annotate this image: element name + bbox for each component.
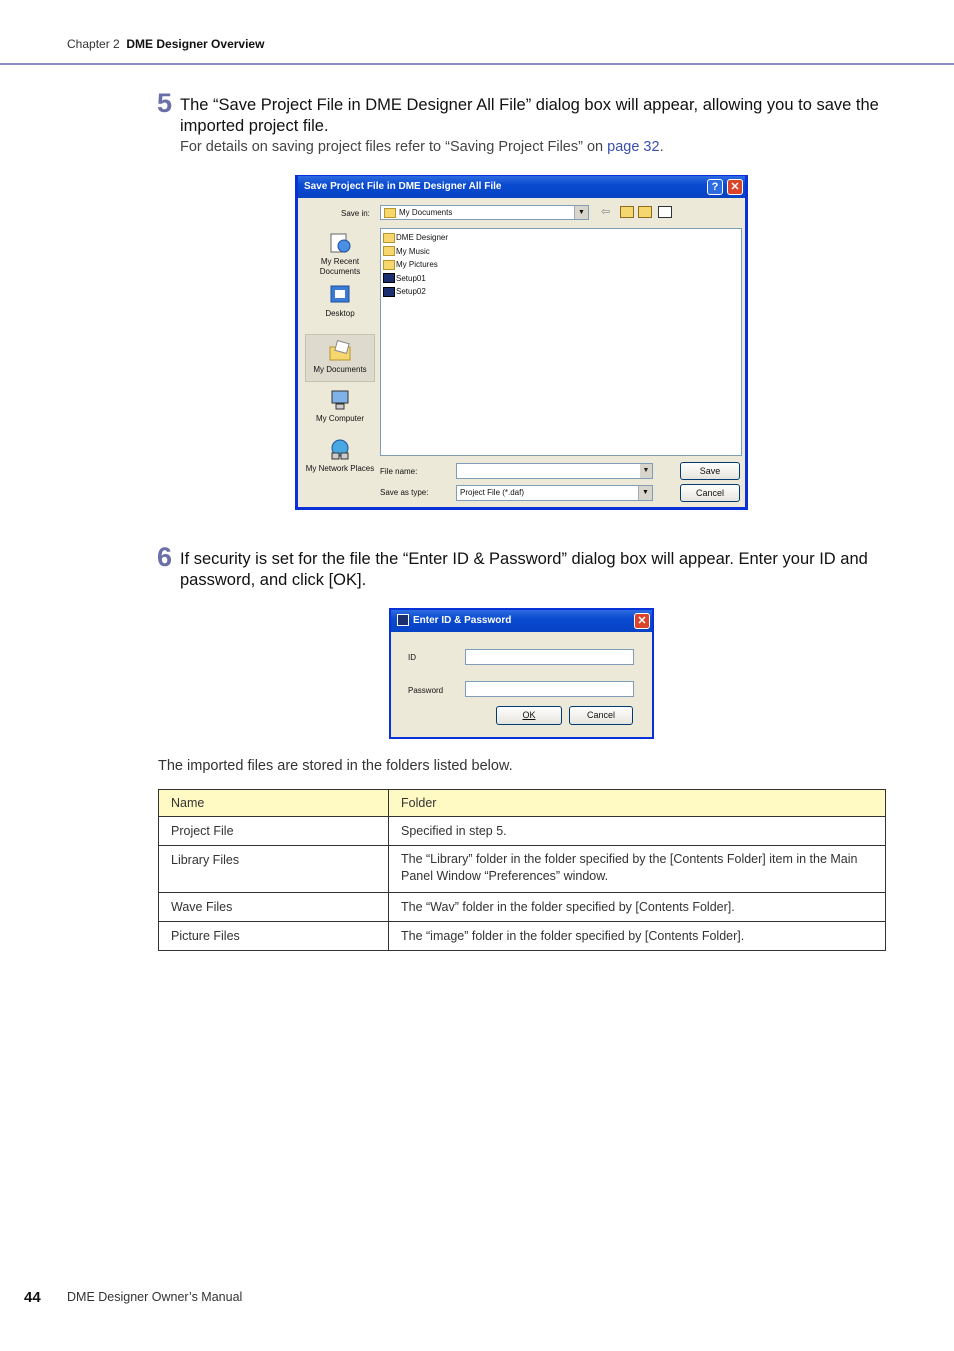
cell-folder: Specified in step 5. <box>389 817 886 846</box>
page-link[interactable]: page 32 <box>607 139 660 155</box>
header-rule <box>0 63 954 65</box>
step-5-number: 5 <box>157 88 173 118</box>
chevron-down-icon[interactable]: ▼ <box>640 464 652 478</box>
file-item-label: Setup01 <box>396 273 426 283</box>
header-name: Name <box>159 790 389 817</box>
file-item-setup02[interactable] <box>383 285 741 299</box>
chevron-down-icon[interactable]: ▼ <box>638 486 652 500</box>
place-desktop[interactable] <box>305 283 375 319</box>
chevron-down-icon[interactable]: ▼ <box>574 206 588 219</box>
step-6-text: If security is set for the file the “Enter ID & Password” dialog box will appear. Enter your ID and password, and click [OK]. <box>180 550 868 589</box>
file-name-input[interactable] <box>456 463 653 479</box>
save-project-dialog <box>295 175 748 510</box>
chapter-title: DME Designer Overview <box>126 37 265 51</box>
save-type-label: Save as type: <box>380 488 429 497</box>
file-item-label: My Pictures <box>396 260 438 269</box>
project-file-icon <box>383 287 395 297</box>
enter-id-password-dialog <box>389 608 654 739</box>
chapter-label: Chapter 2 <box>67 37 120 51</box>
save-dialog-titlebar <box>298 176 745 198</box>
table-row <box>159 922 886 951</box>
place-label: My Documents <box>313 365 367 374</box>
back-icon[interactable]: ⇦ <box>601 206 611 218</box>
password-input[interactable] <box>465 681 634 697</box>
place-my-computer[interactable] <box>305 388 375 424</box>
place-label: My Recent Documents <box>319 257 361 276</box>
file-item-label: DME Designer <box>396 233 449 242</box>
music-folder-icon <box>383 246 395 256</box>
step-5-text: The “Save Project File in DME Designer All File” dialog box will appear, allowing you to save the imported project file. <box>180 96 879 135</box>
table-row <box>159 893 886 922</box>
cell-name: Picture Files <box>159 922 389 951</box>
place-label: Desktop <box>325 309 355 318</box>
running-header <box>67 37 264 51</box>
place-recent-documents[interactable] <box>305 231 375 277</box>
file-list[interactable] <box>380 228 742 456</box>
file-item-my-music[interactable] <box>383 245 741 259</box>
save-in-value: My Documents <box>399 208 453 217</box>
my-documents-icon <box>384 208 396 218</box>
note-prefix: For details on saving project files refer to “Saving Project Files” on <box>180 139 608 155</box>
save-in-label: Save in: <box>341 209 370 218</box>
table-row <box>159 817 886 846</box>
close-button[interactable]: ✕ <box>634 613 650 629</box>
id-input[interactable] <box>465 649 634 665</box>
place-label: My Network Places <box>305 464 375 473</box>
table-row <box>159 846 886 893</box>
file-item-label: My Music <box>396 246 430 256</box>
file-item-setup01[interactable] <box>383 272 741 286</box>
id-label: ID <box>408 653 416 662</box>
cell-folder: The “image” folder in the folder specified by [Contents Folder]. <box>389 922 886 951</box>
my-computer-icon <box>328 388 352 412</box>
file-item-dme-designer[interactable] <box>383 231 741 245</box>
table-intro: The imported files are stored in the folders listed below. <box>158 758 513 774</box>
places-bar <box>303 226 376 506</box>
close-button[interactable]: ✕ <box>727 179 743 195</box>
network-places-icon <box>328 438 352 462</box>
save-in-dropdown[interactable] <box>380 205 589 220</box>
cell-name: Wave Files <box>159 893 389 922</box>
save-type-dropdown[interactable] <box>456 485 653 501</box>
place-label: My Computer <box>315 414 364 423</box>
file-item-my-pictures[interactable] <box>383 258 741 272</box>
pw-dialog-titlebar <box>391 610 652 632</box>
footer-title: DME Designer Owner’s Manual <box>67 1290 243 1304</box>
cancel-button[interactable]: Cancel <box>680 484 740 502</box>
password-label: Password <box>408 686 444 695</box>
save-type-value: Project File (*.daf) <box>460 488 525 497</box>
cell-folder: The “Library” folder in the folder specified by the [Contents Folder] item in the Main Panel Window “Preferences” window. <box>389 846 886 893</box>
pw-dialog-title: Enter ID & Password <box>413 615 512 626</box>
pictures-folder-icon <box>383 260 395 270</box>
cell-name: Project File <box>159 817 389 846</box>
ok-button[interactable]: OK <box>496 706 562 725</box>
place-my-documents[interactable] <box>305 334 375 382</box>
up-folder-icon[interactable] <box>620 206 634 218</box>
step-5-note <box>180 139 664 155</box>
app-icon <box>397 614 409 626</box>
file-item-label: Setup02 <box>396 287 426 296</box>
new-folder-icon[interactable] <box>638 206 652 218</box>
my-documents-icon <box>328 339 352 363</box>
folder-icon <box>383 233 395 243</box>
cell-name: Library Files <box>159 846 389 893</box>
save-button[interactable]: Save <box>680 462 740 480</box>
header-folder: Folder <box>389 790 886 817</box>
table-header-row <box>159 790 886 817</box>
page-number: 44 <box>24 1289 41 1306</box>
help-button[interactable]: ? <box>707 179 723 195</box>
cell-folder: The “Wav” folder in the folder specified by [Contents Folder]. <box>389 893 886 922</box>
desktop-icon <box>328 283 352 307</box>
step-6-number: 6 <box>157 542 173 572</box>
project-file-icon <box>383 273 395 283</box>
place-network[interactable] <box>305 438 375 474</box>
recent-documents-icon <box>328 231 352 255</box>
note-suffix: . <box>659 139 664 155</box>
save-dialog-title: Save Project File in DME Designer All File <box>304 181 502 192</box>
file-name-label: File name: <box>380 467 418 476</box>
view-menu-icon[interactable] <box>658 206 672 218</box>
folders-table <box>158 789 886 951</box>
cancel-button[interactable]: Cancel <box>569 706 633 725</box>
